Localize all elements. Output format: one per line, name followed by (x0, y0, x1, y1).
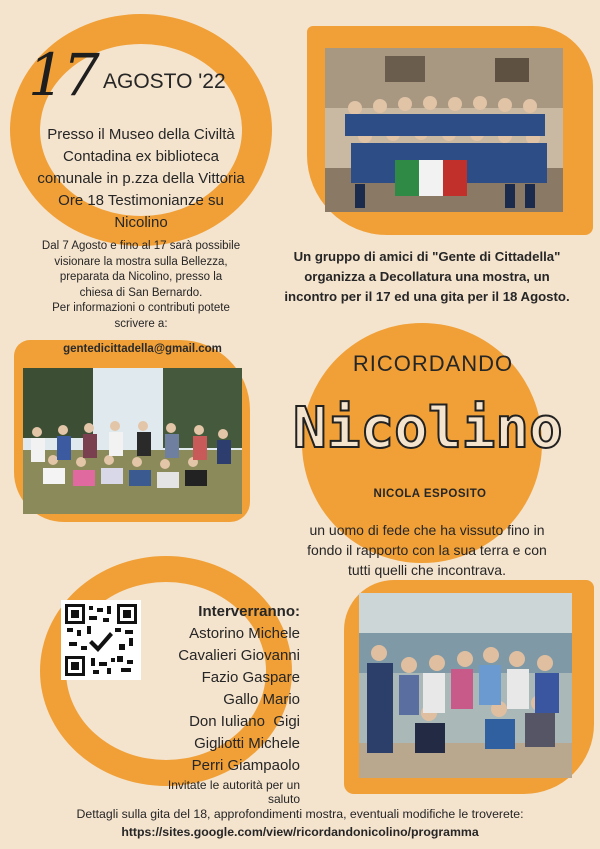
title-pre: RICORDANDO (352, 351, 514, 376)
exhibition-line: chiesa di San Bernardo. (79, 286, 203, 299)
speakers-heading: Interverranno: (198, 603, 300, 620)
intro-line: incontro per il 17 ed una gita per il 18 Agosto. (284, 289, 570, 304)
exhibition-line: scrivere a: (114, 317, 168, 330)
outdoor-group-photo (23, 368, 242, 514)
description-line: un uomo di fede che ha vissuto fino in (309, 522, 545, 538)
venue-line: Contadina ex biblioteca (63, 148, 219, 165)
scout-group-photo (325, 48, 563, 212)
speaker-name: Cavalieri Giovanni (178, 647, 300, 664)
exhibition-text (12, 239, 270, 332)
speaker-name: Gallo Mario (223, 691, 300, 708)
footer-text: Dettagli sulla gita del 18, approfondimenti mostra, eventuali modifiche le troverete: (76, 807, 524, 821)
exhibition-line: Per informazioni o contributi potete (52, 302, 230, 314)
venue-text (12, 124, 270, 234)
title-name: Nicolino (293, 396, 563, 461)
intro-line: Un gruppo di amici di "Gente di Cittadella" (293, 249, 561, 264)
footer-url-link[interactable]: https://sites.google.com/view/ricordandonicolino/programma (121, 825, 479, 839)
venue-line: Presso il Museo della Civiltà (47, 126, 235, 143)
speaker-name: Fazio Gaspare (201, 669, 300, 686)
speaker-name: Gigliotti Michele (194, 735, 300, 752)
lake-group-photo (359, 593, 572, 778)
speakers-list (150, 601, 300, 777)
intro-text (262, 247, 592, 307)
venue-line: Nicolino (114, 214, 168, 231)
venue-line: comunale in p.zza della Vittoria (37, 170, 245, 187)
speaker-name: Astorino Michele (189, 625, 300, 642)
qr-code[interactable] (61, 600, 141, 680)
venue-line: Ore 18 Testimonianze su (58, 192, 224, 209)
qr-code-icon (65, 604, 137, 676)
speaker-name: Perri Giampaolo (191, 757, 300, 774)
full-name: NICOLA ESPOSITO (373, 488, 487, 500)
description-line: tutti quelli che incontrava. (348, 562, 506, 578)
exhibition-line: visionare la mostra sulla Bellezza, (54, 255, 228, 268)
contact-email[interactable]: gentedicittadella@gmail.com (63, 343, 222, 355)
description-text (262, 520, 592, 580)
intro-line: organizza a Decollatura una mostra, un (304, 269, 550, 284)
description-line: fondo il rapporto con la sua terra e con (307, 542, 547, 558)
event-day: 17 (28, 41, 98, 109)
event-month-year: AGOSTO '22 (103, 70, 226, 93)
exhibition-line: preparata da Nicolino, presso la (59, 271, 223, 283)
speaker-name: Don Iuliano Gigi (189, 713, 300, 730)
authorities-invitation: Invitate le autorità per un saluto (167, 778, 300, 806)
exhibition-line: Dal 7 Agosto e fino al 17 sarà possibile (41, 240, 241, 252)
